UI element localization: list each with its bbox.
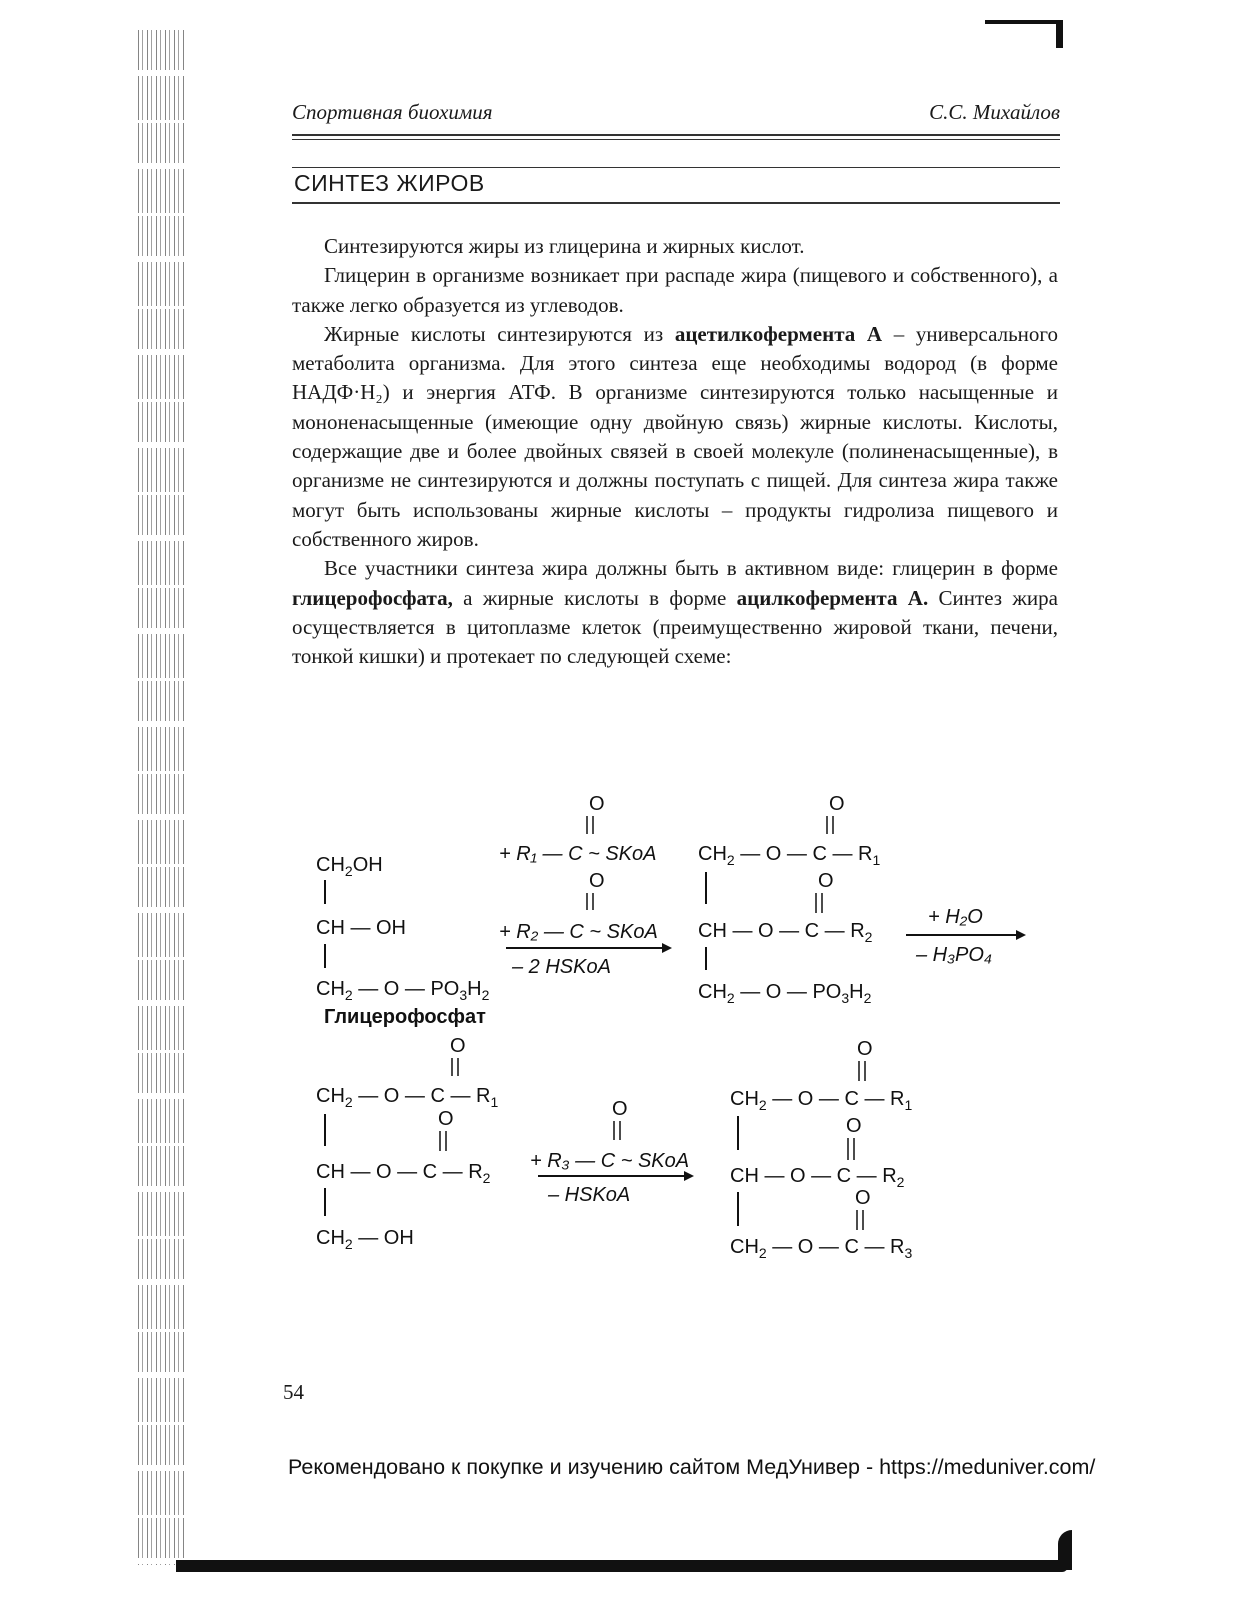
glycerophosphate-structure: [316, 854, 490, 1028]
section-rule-top: [292, 167, 1060, 168]
svg-text:O: O: [589, 870, 605, 892]
book-author: С.С. Михайлов: [929, 100, 1060, 124]
term-acetyl-coa: ацетилкофермента А: [674, 321, 883, 346]
svg-text:O: O: [589, 793, 605, 815]
running-header: [292, 100, 1060, 128]
term-acyl-coa: ацилкофермента А.: [736, 585, 929, 610]
svg-text:CH — O — C — R2: CH — O — C — $R_2$: [698, 920, 873, 945]
header-rule: [292, 134, 1060, 136]
phosphate-label: – H₃PO₄: [916, 944, 992, 966]
byproduct-2: – HSKoA: [548, 1184, 631, 1206]
svg-text:O: O: [612, 1098, 628, 1120]
diacylglycerol-structure: [316, 1035, 498, 1252]
svg-text:O: O: [438, 1108, 454, 1130]
paragraph-4: Все участники синтеза жира должны быть в активном виде: глицерин в форме глицерофосфата, а жирные кислоты в форме ацилкофермента А. Синтез жира осуществляется в цитоплазме клеток (преимущественно жировой ткани, печени, тонкой кишки) и протекает по следующей схеме:: [292, 556, 1058, 669]
svg-text:CH — O — C — R2: CH — O — C — $R_2$: [316, 1161, 491, 1186]
triglyceride-structure: [730, 1038, 912, 1261]
svg-text:CH2 — O — PO3H2: $CH_2$ — O — $PO_3H_2$: [316, 978, 490, 1003]
section-title: СИНТЕЗ ЖИРОВ: [294, 170, 485, 196]
svg-text:CH2 — O — C — R1: $CH_2$ — O — C — $R_1$: [698, 843, 881, 868]
water-label: + H₂O: [928, 906, 983, 928]
fat-synthesis-scheme: [300, 780, 1060, 1280]
acyl-coa-reagents-1: [499, 793, 672, 978]
reagent-1: + R₁ — C ~ SKoA: [499, 843, 657, 865]
svg-text:CH2OH: $CH_2OH$: [316, 854, 383, 879]
reagent-2: + R₂ — C ~ SKoA: [499, 921, 658, 943]
glycerophosphate-label: Глицерофосфат: [324, 1006, 486, 1028]
scan-bottom-bar: [176, 1560, 1068, 1572]
body-text: [292, 232, 1058, 671]
svg-text:CH2 — O — PO3H2: $CH_2$ — O — $PO_3H_2$: [698, 981, 872, 1006]
svg-text:CH2 — OH: $CH_2$ — OH: [316, 1227, 414, 1252]
svg-text:O: O: [818, 870, 834, 892]
scan-edge-artifact: [138, 30, 184, 1565]
page-number: 54: [283, 1380, 304, 1404]
paragraph-2: Глицерин в организме возникает при распаде жира (пищевого и собственного), а также легко образуется из углеводов.: [292, 263, 1058, 317]
svg-text:CH2 — O — C — R1: $CH_2$ — O — C — $R_1$: [316, 1085, 499, 1110]
svg-text:CH — OH: CH — OH: [316, 917, 406, 939]
term-glycerophosphate: глицерофосфата,: [292, 585, 453, 610]
svg-text:O: O: [855, 1187, 871, 1209]
svg-text:O: O: [450, 1035, 466, 1057]
svg-text:CH2 — O — C — R1: $CH_2$ — O — C — $R_1$: [730, 1088, 913, 1113]
svg-text:CH2 — O — C — R3: $CH_2$ — O — C — $R_3$: [730, 1236, 913, 1261]
byproduct-1: – 2 HSKoA: [512, 956, 611, 978]
svg-text:CH — O — C — R2: CH — O — C — $R_2$: [730, 1165, 905, 1190]
hydrolysis-arrow: [906, 906, 1026, 966]
section-rule-bottom: [292, 202, 1060, 204]
paragraph-3: Жирные кислоты синтезируются из ацетилкофермента А – универсального метаболита организма. Для этого синтеза еще необходимы водород (в форме НАДФ·H₂) и энергия АТФ. В организме синтезируются только насыщенные и мононенасыщенные (имеющие одну двойную связь) жирные кислоты. Кислоты, содержащие две и более двойных связей в своей молекуле (полиненасыщенные), в организме не синтезируются и должны поступать с пищей. Для синтеза жира также могут быть использованы жирные кислоты – продукты гидролиза пищевого и собственного жиров.: [292, 321, 1058, 551]
footer-recommendation: Рекомендовано к покупке и изучению сайтом МедУнивер - https://meduniver.com/: [288, 1455, 1096, 1479]
acyl-coa-reagent-3: [530, 1098, 694, 1206]
svg-text:O: O: [846, 1115, 862, 1137]
scan-corner-mark: [985, 18, 1063, 48]
phosphatidic-acid-structure: [698, 793, 880, 1006]
reagent-3: + R₃ — C ~ SKoA: [530, 1150, 690, 1172]
svg-text:O: O: [829, 793, 845, 815]
book-title: Спортивная биохимия: [292, 100, 493, 124]
paragraph-1: Синтезируются жиры из глицерина и жирных кислот.: [324, 234, 805, 258]
svg-text:O: O: [857, 1038, 873, 1060]
header-rule-thin: [292, 139, 1060, 140]
